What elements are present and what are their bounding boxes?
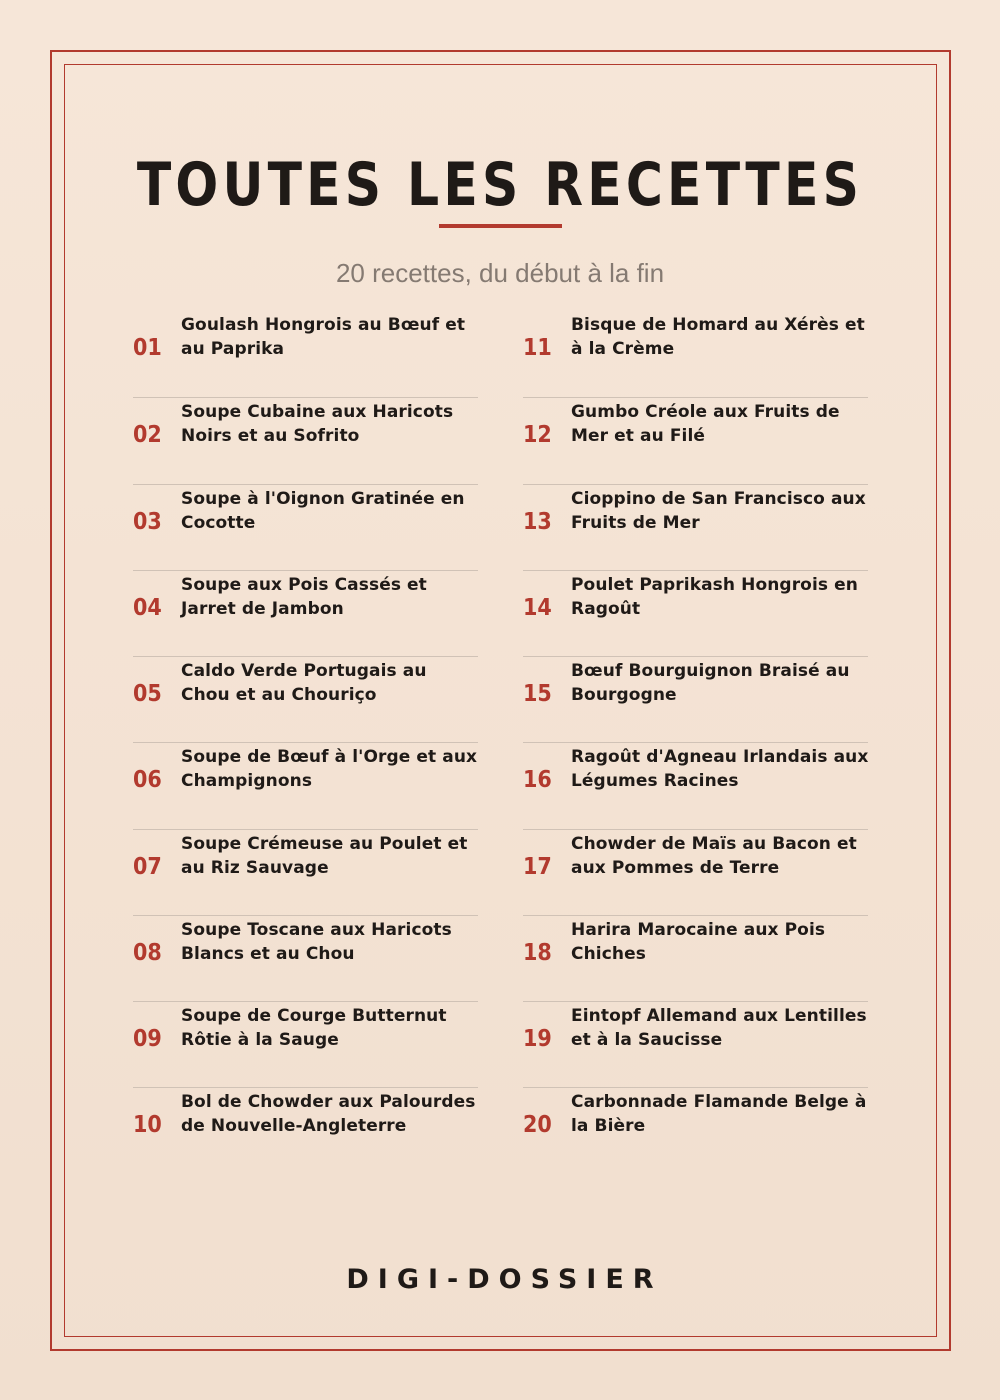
recipe-name: Cioppino de San Francisco aux Fruits de Mer xyxy=(571,488,866,533)
recipe-name: Harira Marocaine aux Pois Chiches xyxy=(571,919,826,964)
recipe-name: Caldo Verde Portugais au Chou et au Chouriço xyxy=(181,661,427,705)
recipe-item xyxy=(523,915,868,1001)
recipe-name: Soupe à l'Oignon Gratinée en Cocotte xyxy=(181,488,465,533)
recipe-number: 05 xyxy=(133,681,162,707)
recipe-item xyxy=(523,1001,868,1087)
title-underline xyxy=(439,224,562,228)
recipe-name: Soupe aux Pois Cassés et Jarret de Jambon xyxy=(181,574,427,619)
recipe-name: Soupe Cubaine aux Haricots Noirs et au Sofrito xyxy=(181,402,454,447)
recipe-name: Bol de Chowder aux Palourdes de Nouvelle-Angleterre xyxy=(181,1092,476,1137)
recipe-number: 15 xyxy=(523,681,552,707)
recipe-column-right xyxy=(523,311,868,1174)
recipe-item xyxy=(133,397,478,483)
recipe-number: 01 xyxy=(133,335,162,361)
recipe-item xyxy=(133,311,478,397)
recipe-name: Goulash Hongrois au Bœuf et au Paprika xyxy=(181,315,466,359)
recipe-item xyxy=(133,742,478,828)
recipe-number: 04 xyxy=(133,594,162,621)
recipe-item xyxy=(523,311,868,397)
recipe-item xyxy=(523,656,868,742)
recipe-item xyxy=(133,656,478,742)
recipe-name: Chowder de Maïs au Bacon et aux Pommes de Terre xyxy=(571,833,857,878)
recipe-name: Poulet Paprikash Hongrois en Ragoût xyxy=(571,574,858,619)
recipe-number: 20 xyxy=(523,1112,552,1139)
recipe-column-left xyxy=(133,311,478,1174)
recipe-number: 17 xyxy=(523,853,552,880)
recipe-item xyxy=(523,397,868,483)
recipe-number: 11 xyxy=(523,335,552,361)
recipe-number: 16 xyxy=(523,767,552,794)
recipe-number: 14 xyxy=(523,594,552,621)
recipe-item xyxy=(133,829,478,915)
recipe-number: 08 xyxy=(133,939,162,966)
recipe-item xyxy=(133,484,478,570)
recipe-number: 18 xyxy=(523,939,552,966)
recipe-item xyxy=(133,570,478,656)
recipe-item xyxy=(523,829,868,915)
recipe-item xyxy=(523,484,868,570)
recipe-name: Soupe de Bœuf à l'Orge et aux Champignons xyxy=(181,747,478,792)
brand-footer: DIGI-DOSSIER xyxy=(346,1264,663,1295)
recipe-item xyxy=(523,570,868,656)
recipe-name: Bisque de Homard au Xérès et à la Crème xyxy=(571,315,865,359)
page-title: TOUTES LES RECETTES xyxy=(136,150,864,220)
recipe-number: 07 xyxy=(133,853,162,880)
recipe-number: 03 xyxy=(133,508,162,535)
recipe-item xyxy=(523,1087,868,1173)
recipe-name: Soupe de Courge Butternut Rôtie à la Sauge xyxy=(181,1006,447,1050)
recipe-number: 12 xyxy=(523,422,552,449)
recipe-item xyxy=(133,915,478,1001)
recipe-number: 13 xyxy=(523,508,552,535)
recipe-name: Soupe Toscane aux Haricots Blancs et au Chou xyxy=(181,919,452,964)
page-subtitle: 20 recettes, du début à la fin xyxy=(335,258,665,288)
recipe-number: 02 xyxy=(133,422,162,449)
recipe-name: Ragoût d'Agneau Irlandais aux Légumes Racines xyxy=(571,747,869,792)
recipe-name: Bœuf Bourguignon Braisé au Bourgogne xyxy=(571,661,850,705)
recipe-number: 09 xyxy=(133,1026,162,1052)
recipe-name: Carbonnade Flamande Belge à la Bière xyxy=(571,1092,867,1137)
recipe-number: 10 xyxy=(133,1112,162,1139)
recipe-name: Gumbo Créole aux Fruits de Mer et au Filé xyxy=(571,402,840,447)
recipe-number: 19 xyxy=(523,1026,552,1052)
recipe-item xyxy=(133,1087,478,1173)
recipe-number: 06 xyxy=(133,767,162,794)
recipe-name: Soupe Crémeuse au Poulet et au Riz Sauvage xyxy=(181,833,468,878)
recipe-name: Eintopf Allemand aux Lentilles et à la Saucisse xyxy=(571,1006,867,1050)
recipe-item xyxy=(133,1001,478,1087)
recipe-item xyxy=(523,742,868,828)
